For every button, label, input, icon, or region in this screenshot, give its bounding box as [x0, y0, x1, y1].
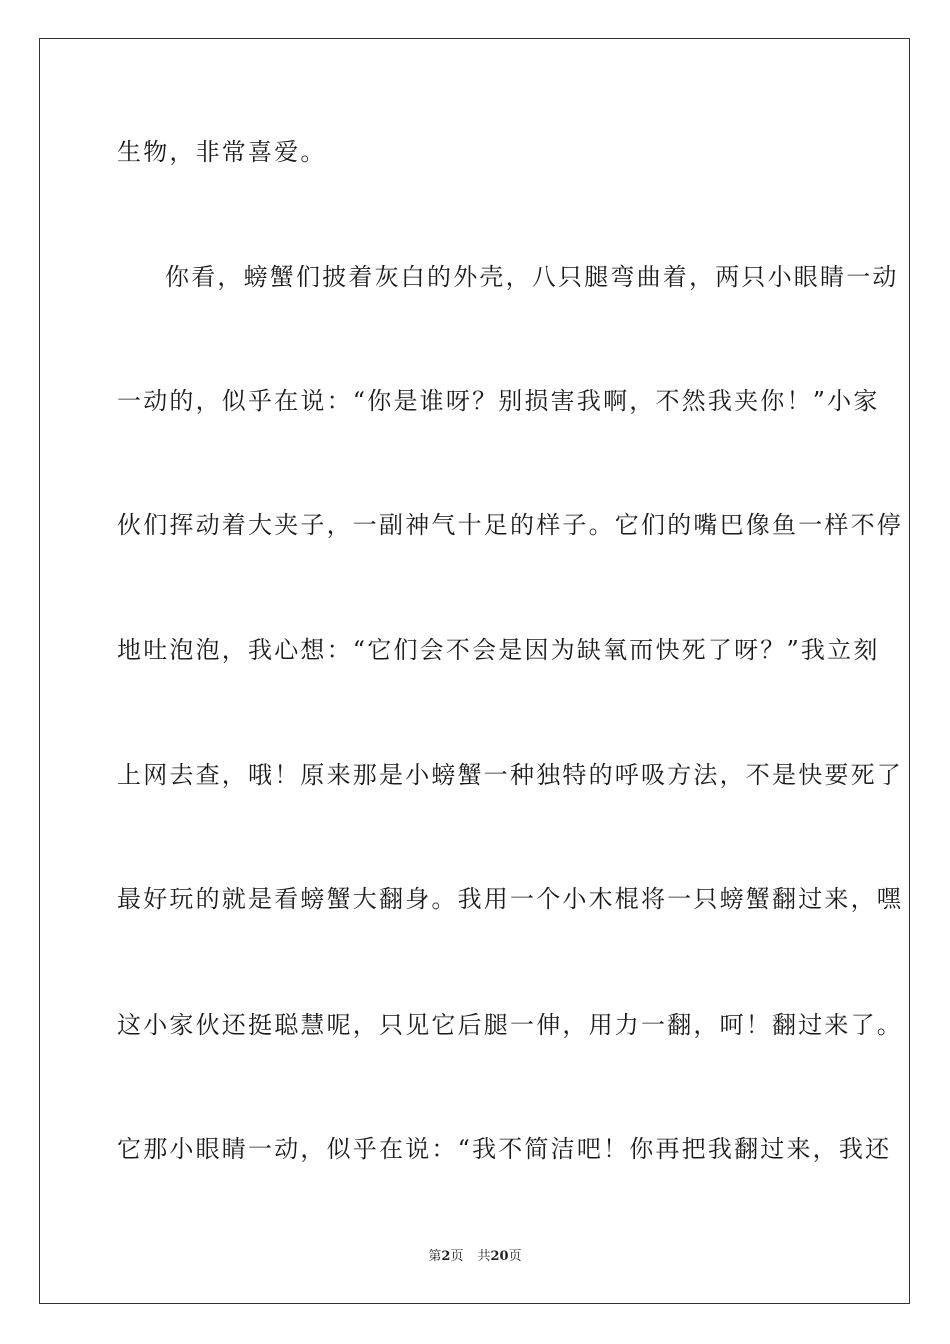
page-suffix: 页 [450, 1249, 464, 1264]
total-prefix: 共 [477, 1249, 491, 1264]
page-number: 2 [441, 1249, 451, 1264]
text-line: 伙们挥动着大夹子，一副神气十足的样子。它们的嘴巴像鱼一样不停 [117, 511, 903, 539]
page-footer [0, 1248, 950, 1266]
page-border [39, 38, 910, 1304]
text-line: 生物，非常喜爱。 [117, 138, 327, 166]
page-prefix: 第 [428, 1249, 442, 1264]
text-line: 它那小眼睛一动，似乎在说：“我不简洁吧！你再把我翻过来，我还 [117, 1135, 892, 1163]
text-line: 上网去查，哦！原来那是小螃蟹一种独特的呼吸方法，不是快要死了 [117, 761, 903, 789]
text-line: 你看，螃蟹们披着灰白的外壳，八只腿弯曲着，两只小眼睛一动 [165, 263, 899, 291]
total-pages: 20 [490, 1249, 509, 1264]
text-line: 一动的，似乎在说：“你是谁呀？别损害我啊，不然我夹你！”小家 [117, 387, 880, 415]
text-line: 地吐泡泡，我心想：“它们会不会是因为缺氧而快死了呀？”我立刻 [117, 636, 880, 664]
text-line: 最好玩的就是看螃蟹大翻身。我用一个小木棍将一只螃蟹翻过来，嘿 [117, 885, 903, 913]
text-line: 这小家伙还挺聪慧呢，只见它后腿一伸，用力一翻，呵！翻过来了。 [117, 1011, 903, 1039]
total-suffix: 页 [508, 1249, 522, 1264]
